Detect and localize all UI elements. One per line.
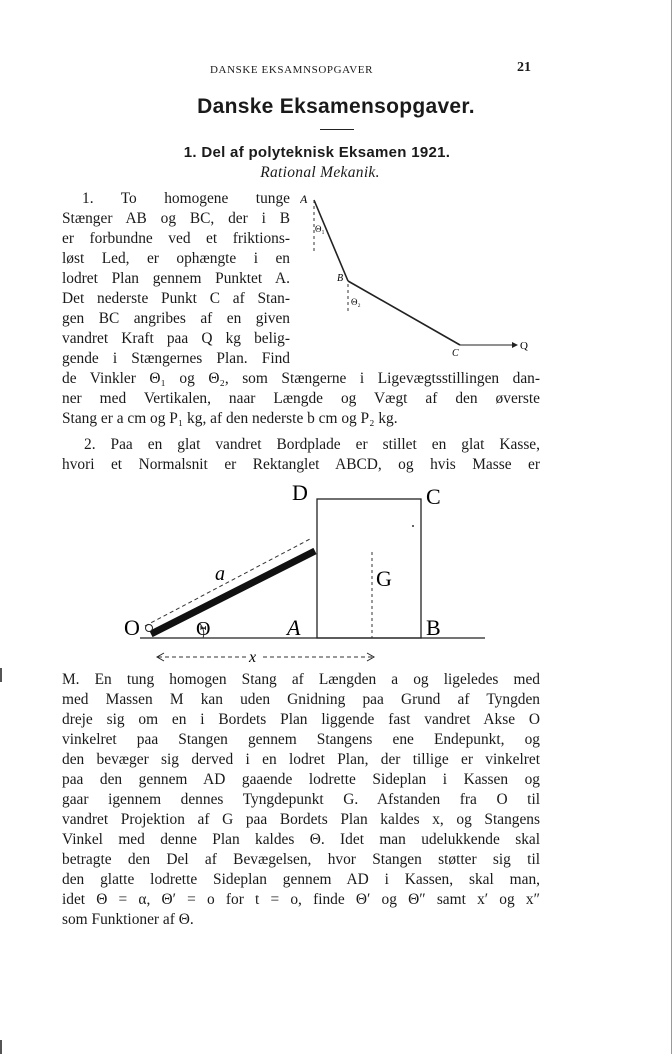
problem-2-line: som Funktioner af Θ. (62, 911, 194, 928)
problem-2-line: idet Θ = α, Θ′ = o for t = o, finde Θ′ og Θ″ samt x′ og x″ (62, 891, 540, 908)
point-c-label: C (452, 348, 459, 359)
problem-2-intro (62, 435, 540, 475)
rod-bc (348, 281, 460, 345)
figure-2-box-rod-diagram (120, 478, 500, 668)
problem-2-line: med Massen M kan uden Gnidning paa Grund af Tyngden (62, 691, 540, 708)
corner-a-label: A (287, 615, 301, 640)
distance-x-label: x (249, 649, 257, 666)
problem-1-line: Stang er a cm og P₁ kg, af den nederste b cm og P₂ kg. (62, 410, 398, 427)
margin-mark (0, 668, 2, 682)
problem-2-line: betragte den Del af Bevægelsen, hvor Stangen støtter sig til (62, 851, 540, 868)
problem-2-line: paa den gennem AD gaaende lodrette Sideplan i Kassen og (62, 771, 540, 788)
problem-2-line: M. En tung homogen Stang af Længden a og ligeledes med (62, 671, 540, 688)
problem-2-line: Vinkel med denne Plan kaldes Θ. Idet man udelukkende skal (62, 831, 540, 848)
section-heading: 1. Del af polyteknisk Eksamen 1921. (183, 144, 451, 161)
page-number: 21 (517, 60, 531, 75)
problem-1-line: løst Led, er ophængte i en (62, 250, 290, 267)
angle-theta2-label: Θ₂ (351, 297, 361, 307)
problem-1-line: Stænger AB og BC, der i B (62, 210, 290, 227)
problem-2-line: dreje sig om en i Bordets Plan liggende fast vandret Akse O (62, 711, 540, 728)
problem-1-line: lodret Plan gennem Punktet A. (62, 270, 290, 287)
figure-1-rods-diagram (300, 188, 540, 363)
pivot-point-o (146, 625, 153, 632)
problem-2-line: vandret Projektion af G paa Bordets Plan kaldes x, og Stangens (62, 811, 540, 828)
problem-1-line: gende i Stængernes Plan. Find (62, 350, 290, 367)
problem-2-line: den bevæger sig derved i en lodret Plan, der tillige er vinkelret (62, 751, 540, 768)
problem-1-line: de Vinkler Θ₁ og Θ₂, som Stængerne i Ligevægtsstillingen dan- (62, 370, 540, 387)
angle-theta1-label: Θ₁ (315, 224, 325, 234)
angle-theta-label: Θ (196, 618, 211, 640)
problem-2-line: 2. Paa en glat vandret Bordplade er stillet en glat Kasse, (84, 436, 540, 453)
section-subheading: Rational Mekanik. (260, 164, 380, 181)
rod-length-dimension (145, 539, 310, 626)
title-divider (320, 129, 354, 130)
problem-2-line: vinkelret paa Stangen gennem Stangens ene Endepunkt, og (62, 731, 540, 748)
arrowhead-icon (512, 342, 518, 348)
centroid-g-label: G (376, 566, 392, 591)
point-b-label: B (337, 273, 344, 284)
force-q-label: Q (520, 340, 528, 352)
running-title: DANSKE EKSAMNSOPGAVER (210, 64, 374, 76)
problem-1-line: vandret Kraft paa Q kg belig- (62, 330, 290, 347)
corner-b-label: B (426, 615, 441, 640)
corner-c-label: C (426, 484, 441, 509)
rod-length-a-label: a (215, 563, 225, 585)
corner-d-label: D (292, 480, 308, 505)
problem-1-line: gen BC angribes af en given (62, 310, 290, 327)
problem-2-line: hvori et Normalsnit er Rektanglet ABCD, og hvis Masse er (62, 456, 540, 473)
pivot-o-label: O (124, 615, 140, 640)
problem-2-line: den glatte lodrette Sideplan gennem AD i Kassen, skal man, (62, 871, 540, 888)
page-title: Danske Eksamensopgaver. (197, 95, 475, 118)
corner-dot (412, 525, 414, 527)
problem-2-body (62, 670, 540, 930)
point-a-label: A (300, 192, 308, 206)
margin-mark (0, 1040, 2, 1054)
problem-1-line: er forbundne ved et friktions- (62, 230, 290, 247)
problem-2-line: gaar igennem dennes Tyngdepunkt G. Afstanden fra O til (62, 791, 540, 808)
problem-1-line: ner med Vertikalen, naar Længde og Vægt af den øverste (62, 390, 540, 407)
box-abcd (317, 499, 421, 638)
problem-1-line: Det nederste Punkt C af Stan- (62, 290, 290, 307)
rod-ab (314, 200, 348, 281)
problem-1-line: 1. To homogene tunge (82, 190, 290, 207)
